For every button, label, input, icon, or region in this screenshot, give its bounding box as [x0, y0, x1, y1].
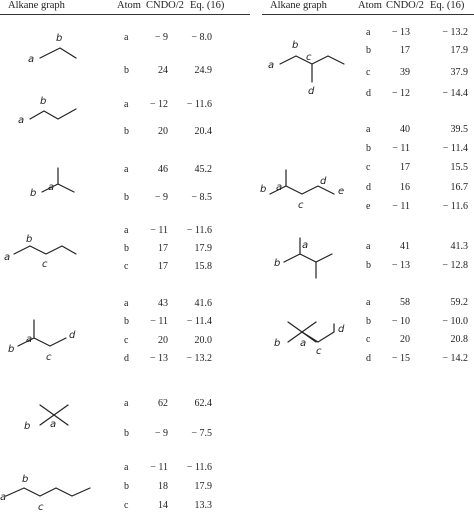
graph-bond	[280, 56, 344, 64]
cndo-value: 43	[158, 298, 168, 309]
eq-value: 15.8	[194, 261, 212, 272]
cndo-value: − 12	[149, 99, 168, 110]
graph-atom-label: b	[40, 96, 47, 107]
graph-atom-label: a	[300, 338, 307, 349]
cndo-value: 17	[158, 261, 168, 272]
alkane-graph-3	[30, 162, 90, 207]
cndo-value: − 9	[154, 192, 168, 203]
eq-value: 59.2	[450, 297, 468, 308]
atom-label: b	[124, 243, 129, 254]
cndo-value: 39	[400, 67, 410, 78]
eq-value: 15.5	[450, 162, 468, 173]
graph-atom-label: b	[292, 40, 299, 51]
alkane-graph-4	[2, 234, 82, 274]
atom-label: c	[124, 261, 129, 272]
alkane-graph-1	[28, 32, 88, 72]
atom-label: b	[124, 126, 129, 137]
atom-label: b	[124, 428, 129, 439]
graph-atom-label: a	[48, 182, 55, 193]
graph-atom-label: c	[298, 200, 304, 211]
graph-atom-label: d	[320, 176, 327, 187]
atom-label: c	[366, 162, 371, 173]
eq-value: − 12.8	[442, 260, 468, 271]
header-cndo: CNDO/2	[146, 0, 184, 11]
atom-label: d	[366, 88, 371, 99]
atom-label: c	[366, 67, 371, 78]
header-eq: Eq. (16)	[430, 0, 465, 11]
atom-label: a	[124, 398, 129, 409]
atom-label: a	[124, 298, 129, 309]
atom-label: b	[366, 143, 371, 154]
graph-atom-label: a	[0, 492, 7, 503]
eq-value: 20.8	[450, 334, 468, 345]
eq-value: − 11.6	[186, 225, 212, 236]
eq-value: − 13.2	[442, 27, 468, 38]
cndo-value: 17	[158, 243, 168, 254]
atom-label: b	[124, 192, 129, 203]
eq-value: 37.9	[450, 67, 468, 78]
cndo-value: − 13	[391, 27, 410, 38]
cndo-value: 46	[158, 164, 168, 175]
atom-label: a	[124, 462, 129, 473]
graph-atom-label: b	[274, 258, 281, 269]
graph-atom-label: d	[69, 330, 76, 341]
atom-label: c	[366, 334, 371, 345]
graph-atom-label: c	[46, 352, 52, 363]
atom-label: a	[366, 124, 371, 135]
cndo-value: 20	[158, 126, 168, 137]
atom-label: a	[124, 225, 129, 236]
alkane-graph-10	[272, 236, 342, 286]
graph-atom-label: a	[276, 182, 283, 193]
header-eq: Eq. (16)	[190, 0, 225, 11]
cndo-value: 62	[158, 398, 168, 409]
eq-value: 41.3	[450, 241, 468, 252]
atom-label: b	[124, 65, 129, 76]
graph-atom-label: a	[26, 334, 33, 345]
cndo-value: − 13	[391, 260, 410, 271]
header-alkane-graph: Alkane graph	[270, 0, 327, 11]
cndo-value: 40	[400, 124, 410, 135]
graph-atom-label: c	[316, 346, 322, 357]
graph-atom-label: d	[338, 324, 345, 335]
eq-value: − 8.5	[191, 192, 212, 203]
cndo-value: − 10	[391, 316, 410, 327]
eq-value: 17.9	[194, 243, 212, 254]
eq-value: − 7.5	[191, 428, 212, 439]
alkane-graph-9	[258, 170, 358, 230]
cndo-value: 41	[400, 241, 410, 252]
atom-label: d	[366, 182, 371, 193]
atom-label: a	[366, 297, 371, 308]
eq-value: − 10.0	[442, 316, 468, 327]
atom-label: c	[124, 500, 129, 511]
header-rule	[0, 14, 250, 15]
eq-value: − 14.4	[442, 88, 468, 99]
graph-atom-label: c	[38, 502, 44, 513]
graph-atom-label: d	[308, 86, 315, 97]
graph-bond	[284, 254, 332, 262]
cndo-value: − 13	[149, 353, 168, 364]
alkane-graph-6	[22, 395, 82, 440]
graph-atom-label: b	[56, 33, 63, 44]
atom-label: a	[366, 27, 371, 38]
cndo-value: 17	[400, 162, 410, 173]
graph-atom-label: a	[302, 240, 309, 251]
graph-bond	[40, 48, 76, 58]
eq-value: 24.9	[194, 65, 212, 76]
eq-value: 62.4	[194, 398, 212, 409]
atom-label: b	[366, 260, 371, 271]
eq-value: 39.5	[450, 124, 468, 135]
cndo-value: 17	[400, 45, 410, 56]
eq-value: 20.4	[194, 126, 212, 137]
eq-value: − 14.2	[442, 353, 468, 364]
atom-label: d	[366, 353, 371, 364]
cndo-value: 20	[400, 334, 410, 345]
eq-value: 13.3	[194, 500, 212, 511]
atom-label: a	[124, 99, 129, 110]
header-rule	[262, 14, 474, 15]
graph-atom-label: a	[28, 54, 35, 65]
header-atom: Atom	[117, 0, 141, 11]
graph-atom-label: a	[50, 419, 57, 430]
graph-bond	[302, 324, 334, 342]
alkane-graph-5	[6, 312, 86, 367]
cndo-value: 14	[158, 500, 168, 511]
cndo-value: − 9	[154, 32, 168, 43]
cndo-value: − 11	[392, 143, 410, 154]
graph-bond	[6, 488, 90, 496]
graph-atom-label: a	[268, 60, 275, 71]
alkane-graph-7	[0, 470, 100, 514]
alkane-graph-8	[268, 30, 358, 100]
graph-atom-label: a	[4, 252, 11, 263]
header-alkane-graph: Alkane graph	[8, 0, 65, 11]
eq-value: 41.6	[194, 298, 212, 309]
graph-atom-label: b	[26, 234, 33, 245]
cndo-value: − 11	[150, 225, 168, 236]
graph-atom-label: c	[306, 52, 312, 63]
header-cndo: CNDO/2	[386, 0, 424, 11]
eq-value: 16.7	[450, 182, 468, 193]
graph-atom-label: b	[30, 188, 37, 199]
eq-value: − 11.6	[186, 99, 212, 110]
graph-atom-label: a	[18, 115, 25, 126]
cndo-value: − 11	[392, 201, 410, 212]
graph-atom-label: b	[260, 184, 267, 195]
graph-atom-label: e	[338, 186, 345, 197]
eq-value: 20.0	[194, 335, 212, 346]
cndo-value: 18	[158, 481, 168, 492]
eq-value: − 13.2	[186, 353, 212, 364]
atom-label: b	[124, 481, 129, 492]
atom-label: d	[124, 353, 129, 364]
atom-label: a	[366, 241, 371, 252]
graph-atom-label: b	[8, 344, 15, 355]
eq-value: − 11.6	[442, 201, 468, 212]
graph-atom-label: c	[42, 259, 48, 270]
header-atom: Atom	[358, 0, 382, 11]
graph-atom-label: b	[24, 421, 31, 432]
cndo-value: 16	[400, 182, 410, 193]
eq-value: − 11.4	[186, 316, 212, 327]
atom-label: b	[124, 316, 129, 327]
atom-label: a	[124, 164, 129, 175]
graph-bond	[14, 246, 76, 254]
eq-value: − 11.4	[442, 143, 468, 154]
eq-value: − 11.6	[186, 462, 212, 473]
eq-value: 45.2	[194, 164, 212, 175]
cndo-value: 24	[158, 65, 168, 76]
atom-label: b	[366, 45, 371, 56]
atom-label: b	[366, 316, 371, 327]
graph-bond	[42, 184, 74, 192]
cndo-value: − 9	[154, 428, 168, 439]
alkane-graph-11	[270, 312, 360, 362]
atom-label: c	[124, 335, 129, 346]
atom-label: a	[124, 32, 129, 43]
cndo-value: − 12	[391, 88, 410, 99]
cndo-value: − 11	[150, 462, 168, 473]
cndo-value: − 15	[391, 353, 410, 364]
cndo-value: 58	[400, 297, 410, 308]
eq-value: 17.9	[194, 481, 212, 492]
cndo-value: 20	[158, 335, 168, 346]
graph-atom-label: b	[274, 338, 281, 349]
graph-bond	[30, 109, 76, 119]
graph-atom-label: b	[22, 474, 29, 485]
atom-label: e	[366, 201, 371, 212]
eq-value: 17.9	[450, 45, 468, 56]
alkane-graph-2	[18, 95, 88, 135]
eq-value: − 8.0	[191, 32, 212, 43]
cndo-value: − 11	[150, 316, 168, 327]
